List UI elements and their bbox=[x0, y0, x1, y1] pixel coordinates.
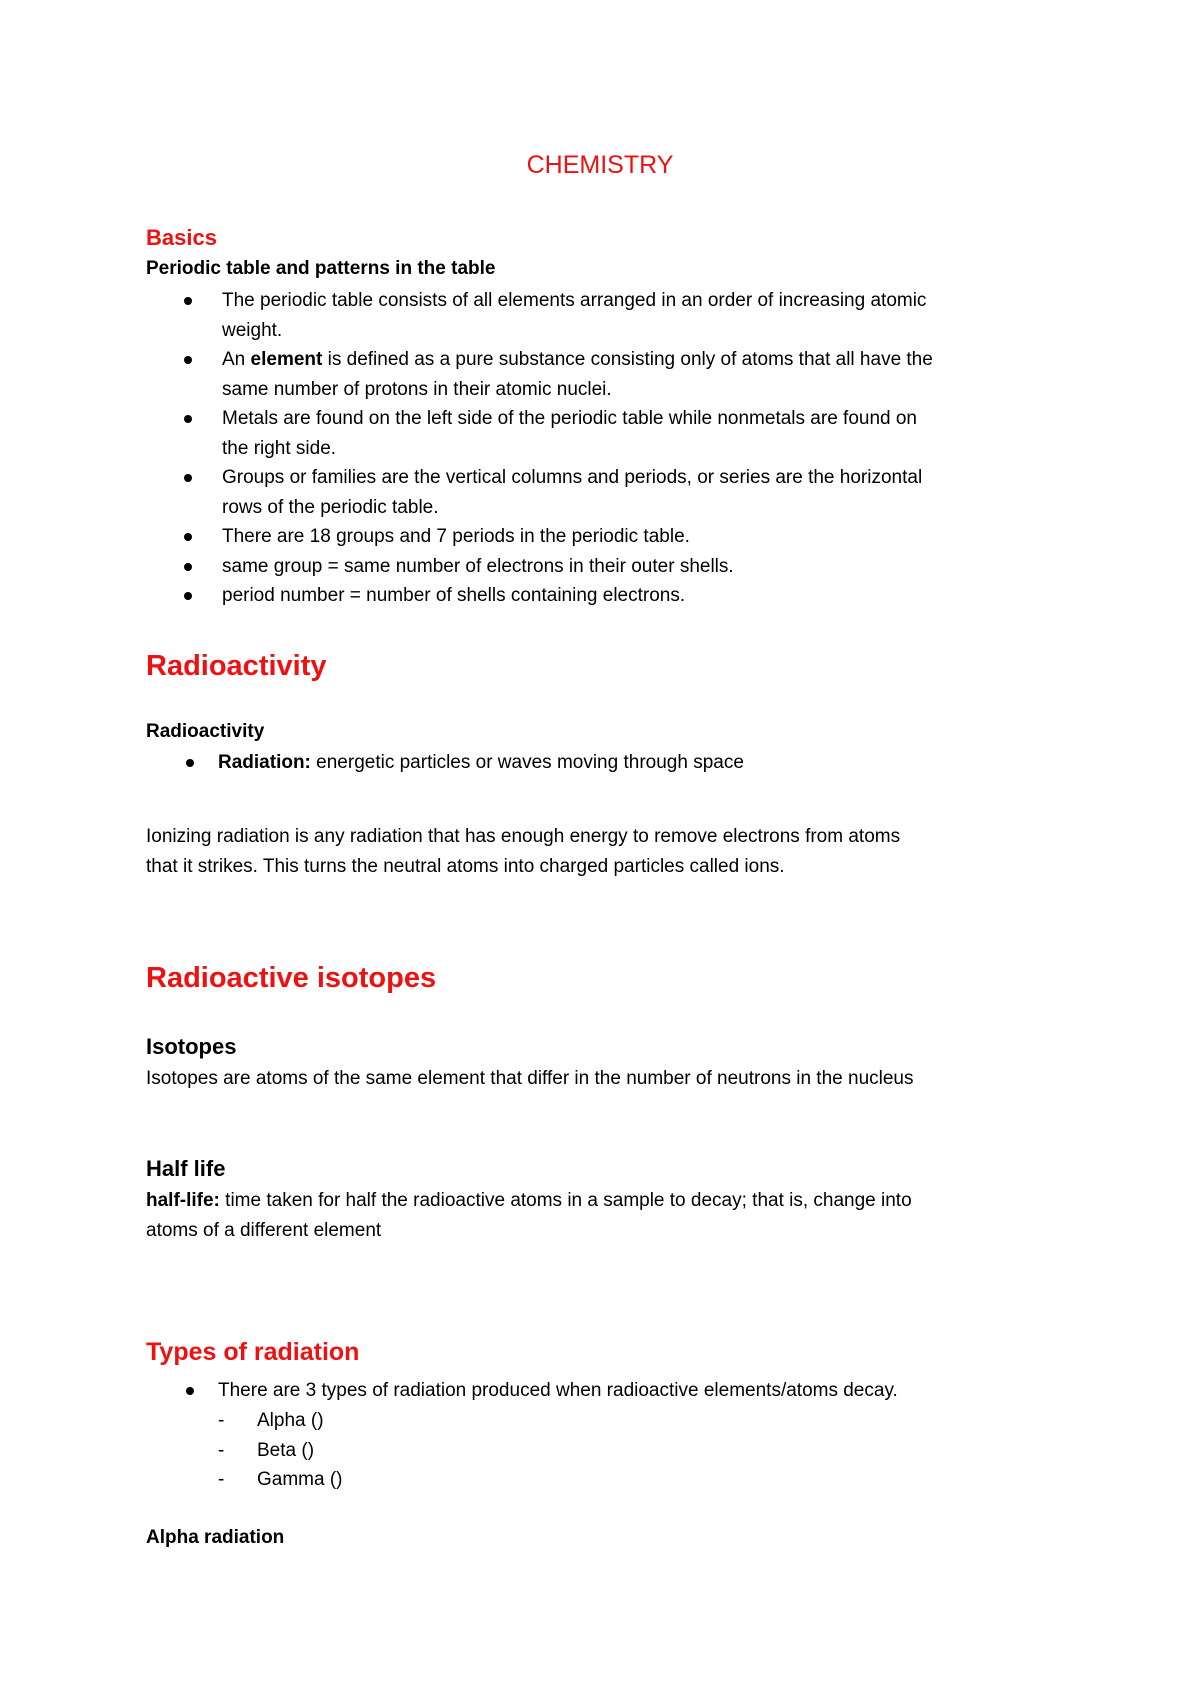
radioactivity-heading: Radioactivity bbox=[146, 650, 327, 682]
bullet-dot-icon bbox=[184, 415, 192, 423]
basics-bullet-list bbox=[146, 286, 933, 611]
list-item: - Alpha () bbox=[218, 1406, 343, 1436]
bullet-dot-icon bbox=[184, 356, 192, 364]
list-item: Metals are found on the left side of the periodic table while nonmetals are found on bbox=[146, 404, 933, 434]
radiation-types-list bbox=[218, 1406, 343, 1495]
bullet-dot-icon bbox=[186, 759, 194, 767]
list-item: - Gamma () bbox=[218, 1465, 343, 1495]
half-life-paragraph: half-life: time taken for half the radioactive atoms in a sample to decay; that is, change into atoms of a different element bbox=[146, 1190, 912, 1241]
half-life-subheading: Half life bbox=[146, 1156, 226, 1181]
basics-heading: Basics bbox=[146, 225, 217, 250]
radioactivity-bullet-list bbox=[146, 748, 744, 778]
bullet-dot-icon bbox=[186, 1387, 194, 1395]
bullet-dot-icon bbox=[184, 474, 192, 482]
periodic-table-subheading: Periodic table and patterns in the table bbox=[146, 258, 496, 279]
list-item-continuation: same number of protons in their atomic nuclei. bbox=[222, 378, 612, 400]
list-item: Groups or families are the vertical columns and periods, or series are the horizontal bbox=[146, 463, 933, 493]
alpha-radiation-subheading: Alpha radiation bbox=[146, 1527, 285, 1548]
dash-marker: - bbox=[218, 1439, 225, 1461]
list-item: The periodic table consists of all elements arranged in an order of increasing atomic bbox=[146, 286, 933, 316]
list-item-continuation: weight. bbox=[222, 319, 283, 341]
radioactive-isotopes-heading: Radioactive isotopes bbox=[146, 962, 437, 994]
document-title: CHEMISTRY bbox=[526, 151, 674, 179]
list-item: period number = number of shells containing electrons. bbox=[146, 581, 933, 611]
list-item-continuation: the right side. bbox=[222, 437, 337, 459]
list-item: - Beta () bbox=[218, 1436, 343, 1466]
list-item: An element is defined as a pure substance consisting only of atoms that all have the bbox=[146, 345, 933, 375]
isotopes-subheading: Isotopes bbox=[146, 1034, 237, 1059]
isotopes-paragraph: Isotopes are atoms of the same element that differ in the number of neutrons in the nucleus bbox=[146, 1068, 914, 1089]
types-bullet-list bbox=[146, 1376, 898, 1406]
types-of-radiation-heading: Types of radiation bbox=[146, 1338, 360, 1366]
radioactivity-subheading: Radioactivity bbox=[146, 721, 265, 742]
dash-marker: - bbox=[218, 1469, 225, 1490]
bullet-dot-icon bbox=[184, 533, 192, 541]
bullet-dot-icon bbox=[184, 563, 192, 571]
dash-marker: - bbox=[218, 1410, 225, 1431]
list-item-continuation: rows of the periodic table. bbox=[222, 496, 439, 518]
list-item: Radiation: energetic particles or waves moving through space bbox=[146, 748, 744, 778]
list-item: There are 3 types of radiation produced when radioactive elements/atoms decay. bbox=[146, 1376, 898, 1406]
bullet-dot-icon bbox=[184, 297, 192, 305]
bullet-dot-icon bbox=[184, 592, 192, 600]
list-item: There are 18 groups and 7 periods in the periodic table. bbox=[146, 522, 933, 552]
list-item: same group = same number of electrons in their outer shells. bbox=[146, 552, 933, 582]
ionizing-paragraph: Ionizing radiation is any radiation that has enough energy to remove electrons from atoms that it strikes. This turns the neutral atoms into charged particles called ions. bbox=[146, 826, 901, 877]
